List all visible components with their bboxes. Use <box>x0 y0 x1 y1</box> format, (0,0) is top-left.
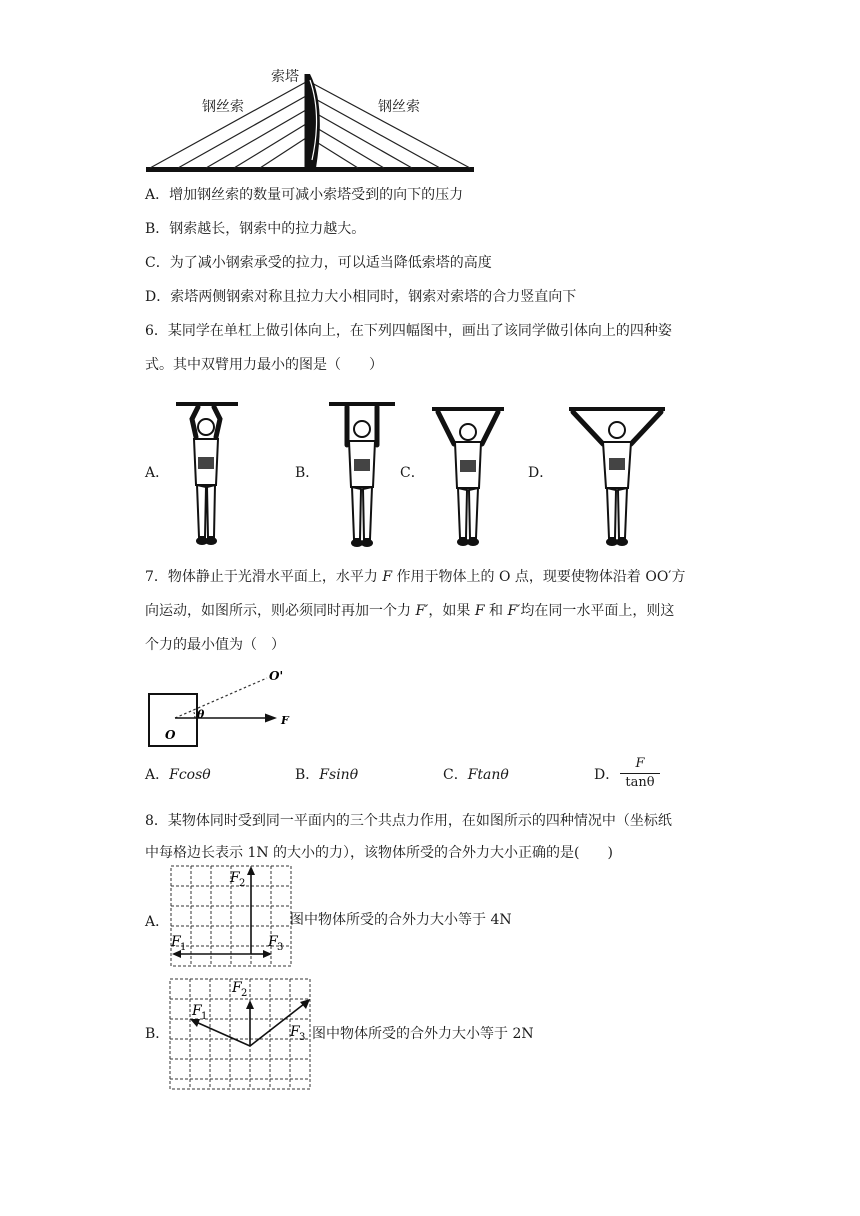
f3-label: F <box>268 934 278 950</box>
q7-force-figure <box>145 668 295 752</box>
f1-sub: 1 <box>201 1011 208 1022</box>
right-cables <box>310 82 470 168</box>
q5-option-b: B．钢索越长，钢索中的拉力越大。 <box>145 221 366 237</box>
q7-var-fprime: F′ <box>415 603 429 619</box>
f1-label: F <box>171 934 181 950</box>
q7-stem-text: 作用于物体上的 O 点，现要使物体沿着 OO′方 <box>392 569 686 585</box>
fraction-denominator: tanθ <box>625 775 655 790</box>
direction-oo-prime <box>175 678 267 718</box>
force-f1-arrow <box>196 1022 250 1046</box>
q7-option-b <box>295 765 358 785</box>
q7-stem-line2 <box>145 601 674 621</box>
q5-option-a: A．增加钢丝索的数量可减小索塔受到的向下的压力 <box>145 187 464 203</box>
point-o-prime-label: O' <box>269 669 284 683</box>
cable-left-label: 钢丝索 <box>202 99 244 115</box>
q5-option-c: C．为了减小钢索承受的拉力，可以适当降低索塔的高度 <box>145 255 492 271</box>
cable-right-label: 钢丝索 <box>378 99 420 115</box>
q8-grid-figure-b <box>166 976 314 1092</box>
pullup-figure-a <box>172 395 242 550</box>
q7-stem-line3: 个力的最小值为（ ） <box>145 637 285 653</box>
q7-option-a <box>145 765 211 785</box>
theta-label: θ <box>197 708 205 721</box>
q7-option-expr: Ftanθ <box>467 767 509 783</box>
f3-sub: 3 <box>299 1032 306 1043</box>
f2-sub: 2 <box>239 878 246 889</box>
q7-var-f: F <box>382 569 393 585</box>
q8-stem-line1: 8．某物体同时受到同一平面内的三个共点力作用，在如图所示的四种情况中（坐标纸 <box>145 813 672 829</box>
f3-label: F <box>290 1024 300 1040</box>
q7-stem-text: 和 <box>484 603 508 619</box>
q7-option-d-label: D． <box>594 767 620 783</box>
q7-option-label: B． <box>295 767 320 783</box>
tower-label: 索塔 <box>271 69 299 85</box>
f1-sub: 1 <box>180 942 187 953</box>
q8-grid-figure-a <box>168 862 294 974</box>
q7-stem-line1 <box>145 567 686 587</box>
q7-option-label: A． <box>145 767 170 783</box>
f2-label: F <box>232 980 242 996</box>
q8-option-a-text: 图中物体所受的合外力大小等于 4N <box>290 912 512 928</box>
q8-option-b-text: 图中物体所受的合外力大小等于 2N <box>312 1026 534 1042</box>
q7-stem-text: 7．物体静止于光滑水平面上，水平力 <box>145 569 383 585</box>
q7-option-d-fraction <box>620 756 660 791</box>
q7-stem-text: 向运动，如图所示，则必须同时再加一个力 <box>145 603 416 619</box>
force-f-label: F <box>281 714 289 727</box>
f2-sub: 2 <box>241 988 248 999</box>
q8-option-a-label: A． <box>145 914 170 930</box>
q6-option-b-label: B． <box>295 465 320 481</box>
q7-var-f: F <box>474 603 485 619</box>
q7-option-expr: Fcosθ <box>169 767 211 783</box>
q6-option-a-label: A． <box>145 465 170 481</box>
q7-stem-text: ，如果 <box>428 603 475 619</box>
q8-stem-line2: 中每格边长表示 1N 的大小的力），该物体所受的合外力大小正确的是( ) <box>145 845 613 861</box>
q7-option-expr: Fsinθ <box>319 767 359 783</box>
bridge-figure <box>140 60 480 180</box>
left-cables <box>150 82 306 168</box>
pullup-figure-d <box>565 400 670 550</box>
f1-label: F <box>192 1003 202 1019</box>
q8-option-b-label: B． <box>145 1026 170 1042</box>
f2-label: F <box>230 870 240 886</box>
q6-stem-line1: 6．某同学在单杠上做引体向上，在下列四幅图中，画出了该同学做引体向上的四种姿 <box>145 323 672 339</box>
q6-stem-line2: 式。其中双臂用力最小的图是（ ） <box>145 357 383 373</box>
q5-option-d: D．索塔两侧钢索对称且拉力大小相同时，钢索对索塔的合力竖直向下 <box>145 289 577 305</box>
q6-option-c-label: C． <box>400 465 425 481</box>
pullup-figure-c <box>428 400 508 550</box>
q7-option-c <box>443 765 509 785</box>
q7-var-fprime: F′ <box>507 603 521 619</box>
q6-option-d-label: D． <box>528 465 554 481</box>
fraction-numerator: F <box>635 756 645 771</box>
pullup-figure-b <box>325 395 400 555</box>
q7-stem-text: 均在同一水平面上，则这 <box>520 603 675 619</box>
point-o-label: O <box>165 728 176 742</box>
q7-option-label: C． <box>443 767 468 783</box>
f3-sub: 3 <box>277 942 284 953</box>
